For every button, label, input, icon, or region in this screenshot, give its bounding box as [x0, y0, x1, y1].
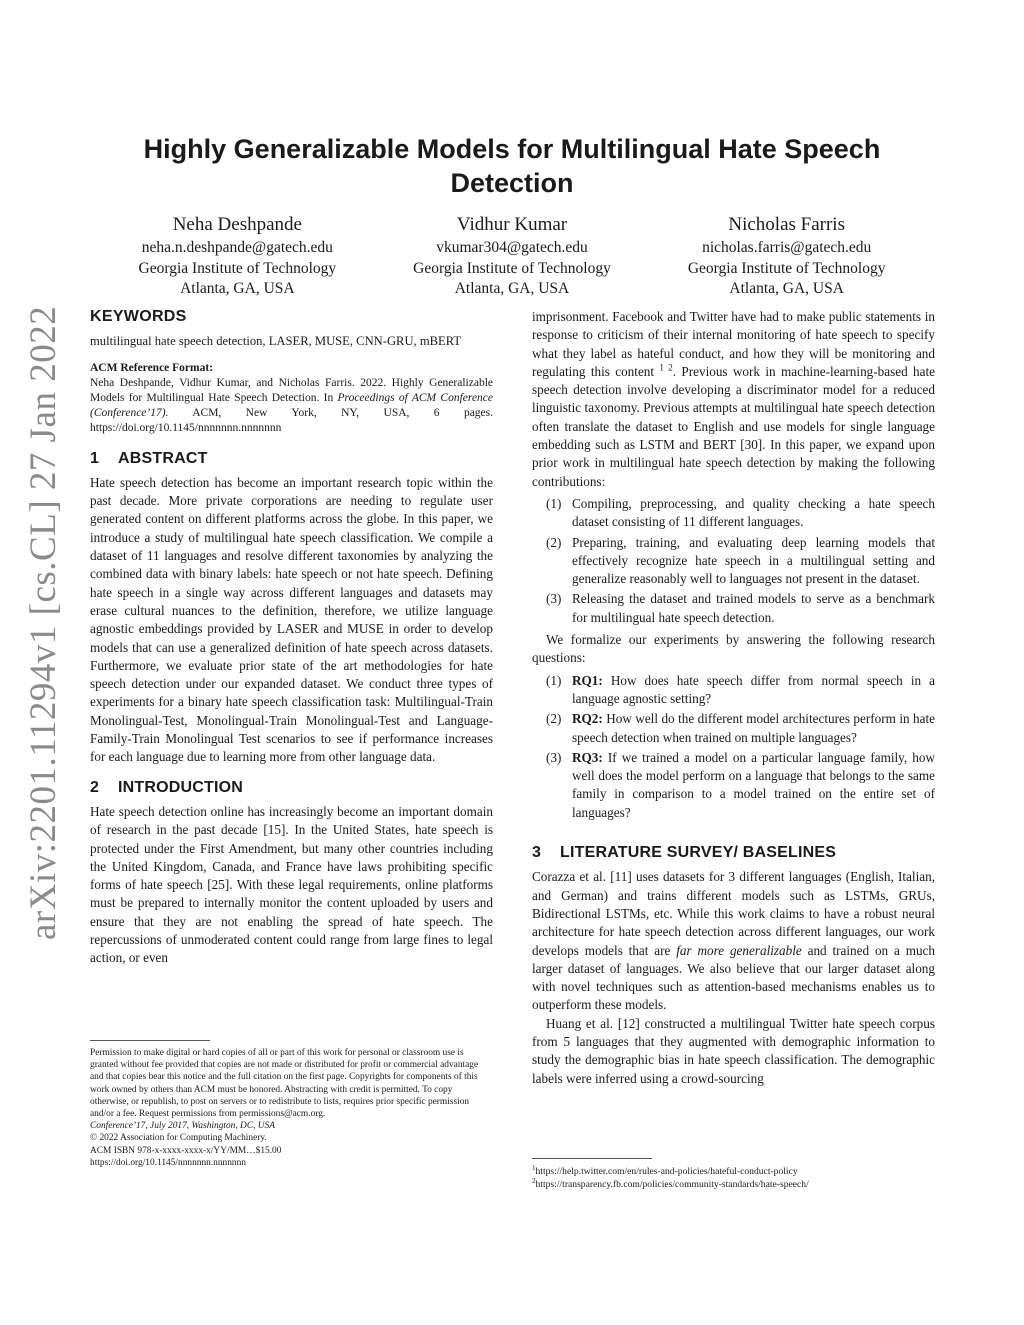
paper-title: Highly Generalizable Models for Multilingual Hate Speech Detection — [143, 134, 881, 198]
author-email: nicholas.farris@gatech.edu — [702, 239, 872, 256]
right-column — [532, 308, 935, 1088]
introduction-text-right: imprisonment. Facebook and Twitter have had to make public statements in response to criticism of their internal monitoring of hate speech to specify what they label as hateful conduct, and how they will be monitoring and regulating this content $^{1 2}$. Previous work in machine-learning-based hate speech detection involve developing a discriminator model for a reduced linguistic taxonomy. Previous attempts at multilingual hate speech detection often translate the dataset to English and use models for single language embedding such as LSTM and BERT [30]. In this paper, we expand upon prior work in multilingual hate speech detection by making the following contributions: — [532, 309, 935, 489]
contributions-list — [532, 495, 935, 627]
author-1 — [100, 212, 375, 300]
literature-paragraph-1: Corazza et al. [11] uses datasets for 3 different languages (English, Italian, and German) and trains different models such as LSTMs, GRUs, Bidirectional LSTMs, etc. While this work claims to have a robust neural architecture for hate speech detection across different languages, our work develops models that are far more generalizable and trained on a much larger dataset of languages. We also believe that our larger dataset along with novel techniques such as attention-based mechanisms enables us to outperform these models. — [532, 869, 935, 1013]
author-location: Atlanta, GA, USA — [454, 280, 570, 297]
footnotes — [532, 1158, 935, 1191]
acm-reference-heading: ACM Reference Format: — [90, 361, 214, 374]
footnote-2: $^2$https://transparency.fb.com/policies/community-standards/hate-speech/ — [532, 1176, 809, 1190]
author-2 — [375, 212, 650, 300]
list-item: (1) Compiling, preprocessing, and quality checking a hate speech dataset consisting of 11 different languages. — [546, 495, 935, 530]
introduction-text-left: Hate speech detection online has increasingly become an important domain of research in the past decade [15]. In the United States, hate speech is protected under the First Amendment, but many other countries including the United Kingdom, Canada, and France have laws prohibiting specific forms of hate speech [25]. With these legal requirements, online platforms must be prepared to internally monitor the content uploaded by users and ensure that they are not enabling the spread of hate speech. The repercussions of unmoderated content could range from large fines to legal action, or even — [90, 803, 493, 966]
copyright-line: © 2022 Association for Computing Machinery. — [90, 1133, 267, 1144]
author-name: Vidhur Kumar — [456, 214, 568, 235]
abstract-heading: 1 ABSTRACT — [90, 449, 208, 467]
list-item: (3) Releasing the dataset and trained models to serve as a benchmark for multilingual hate speech detection. — [546, 591, 935, 625]
introduction-heading: 2 INTRODUCTION — [90, 778, 244, 796]
author-affiliation: Georgia Institute of Technology — [687, 259, 886, 277]
list-item: (3) RQ3: If we trained a model on a particular language family, how well does the model perform on a language that belongs to the same family in comparison to a model trained on the entire set of languages? — [546, 749, 935, 820]
rq-intro: We formalize our experiments by answering the following research questions: — [532, 632, 935, 666]
author-3 — [649, 212, 924, 300]
literature-paragraph-2: Huang et al. [12] constructed a multilingual Twitter hate speech corpus from 5 languages that they augmented with demographic information to study the demographic bias in hate speech classification. The demographic labels were inferred using a crowd-sourcing — [532, 1015, 935, 1086]
arxiv-identifier: arXiv:2201.11294v1 [cs.CL] 27 Jan 2022 — [23, 305, 64, 940]
author-location: Atlanta, GA, USA — [729, 280, 844, 297]
permission-text: Permission to make digital or hard copies of all or part of this work for personal or classroom use is granted without fee provided that copies are not made or distributed for profit or commercial advantage and that copies bear this notice and the full citation on the first page. Copyrights for components of this work owned by others than ACM must be honored. Abstracting with credit is permitted. To copy otherwise, or republish, to post on servers or to redistribute to lists, requires prior specific permission and/or a fee. Request permissions from permissions@acm.org. — [90, 1048, 479, 1120]
doi-line: https://doi.org/10.1145/nnnnnnn.nnnnnnn — [90, 1157, 246, 1168]
author-name: Nicholas Farris — [728, 214, 845, 235]
conference-info: Conference’17, July 2017, Washington, DC, USA — [90, 1121, 275, 1132]
abstract-text: Hate speech detection has become an important research topic within the past decade. More private corporations are needing to regulate user generated content on different platforms across the globe. In this paper, we introduce a study of multilingual hate speech classification. We compile a dataset of 11 languages and resolve different taxonomies by analyzing the combined data with binary labels: hate speech or not hate speech. Defining hate speech in a single way across different languages and datasets may erase cultural nuances to the definition, therefore, we utilize language agnostic embeddings provided by LASER and MUSE in order to develop models that can use a generalized definition of hate speech across datasets. Furthermore, we evaluate prior state of the art methodologies for hate speech detection under our expanded dataset. We conduct three types of experiments for a binary hate speech classification task: Multilingual-Train Monolingual-Test, Monolingual-Train Monolingual-Test and Language-Family-Train Monolingual Test scenarios to see if performance increases for each language due to learning more from other language data. — [90, 474, 493, 765]
list-item: (2) Preparing, training, and evaluating deep learning models that effectively recognize hate speech in a multilingual setting and generalize reasonably well to languages not present in the dataset. — [546, 534, 935, 587]
keywords-heading: KEYWORDS — [90, 308, 187, 325]
author-affiliation: Georgia Institute of Technology — [413, 259, 611, 277]
left-column — [90, 308, 493, 968]
isbn-line: ACM ISBN 978-x-xxxx-xxxx-x/YY/MM…$15.00 — [90, 1145, 282, 1156]
research-questions-list — [532, 672, 935, 822]
acm-reference-text: Neha Deshpande, Vidhur Kumar, and Nicholas Farris. 2022. Highly Generalizable Models for Multilingual Hate Speech Detection. In Proceedings of ACM Conference (Conference’17). ACM, New York, NY, USA, 6 pages. https://doi.org/10.1145/nnnnnnn.nnnnnnn — [90, 376, 494, 434]
author-block — [100, 212, 924, 300]
permission-notice — [90, 1040, 493, 1169]
keywords-text: multilingual hate speech detection, LASER, MUSE, CNN-GRU, mBERT — [90, 334, 462, 349]
author-email: neha.n.deshpande@gatech.edu — [141, 239, 333, 256]
literature-heading: 3 LITERATURE SURVEY/ BASELINES — [532, 844, 837, 862]
author-email: vkumar304@gatech.edu — [436, 239, 588, 256]
footnote-1: $^1$https://help.twitter.com/en/rules-and-policies/hateful-conduct-policy — [532, 1163, 798, 1177]
list-item: (2) RQ2: How well do the different model architectures perform in hate speech detection when trained on multiple languages? — [546, 711, 935, 745]
author-location: Atlanta, GA, USA — [180, 280, 295, 297]
author-affiliation: Georgia Institute of Technology — [138, 259, 337, 277]
author-name: Neha Deshpande — [172, 214, 302, 235]
list-item: (1) RQ1: How does hate speech differ from normal speech in a language agnostic setting? — [546, 672, 935, 706]
